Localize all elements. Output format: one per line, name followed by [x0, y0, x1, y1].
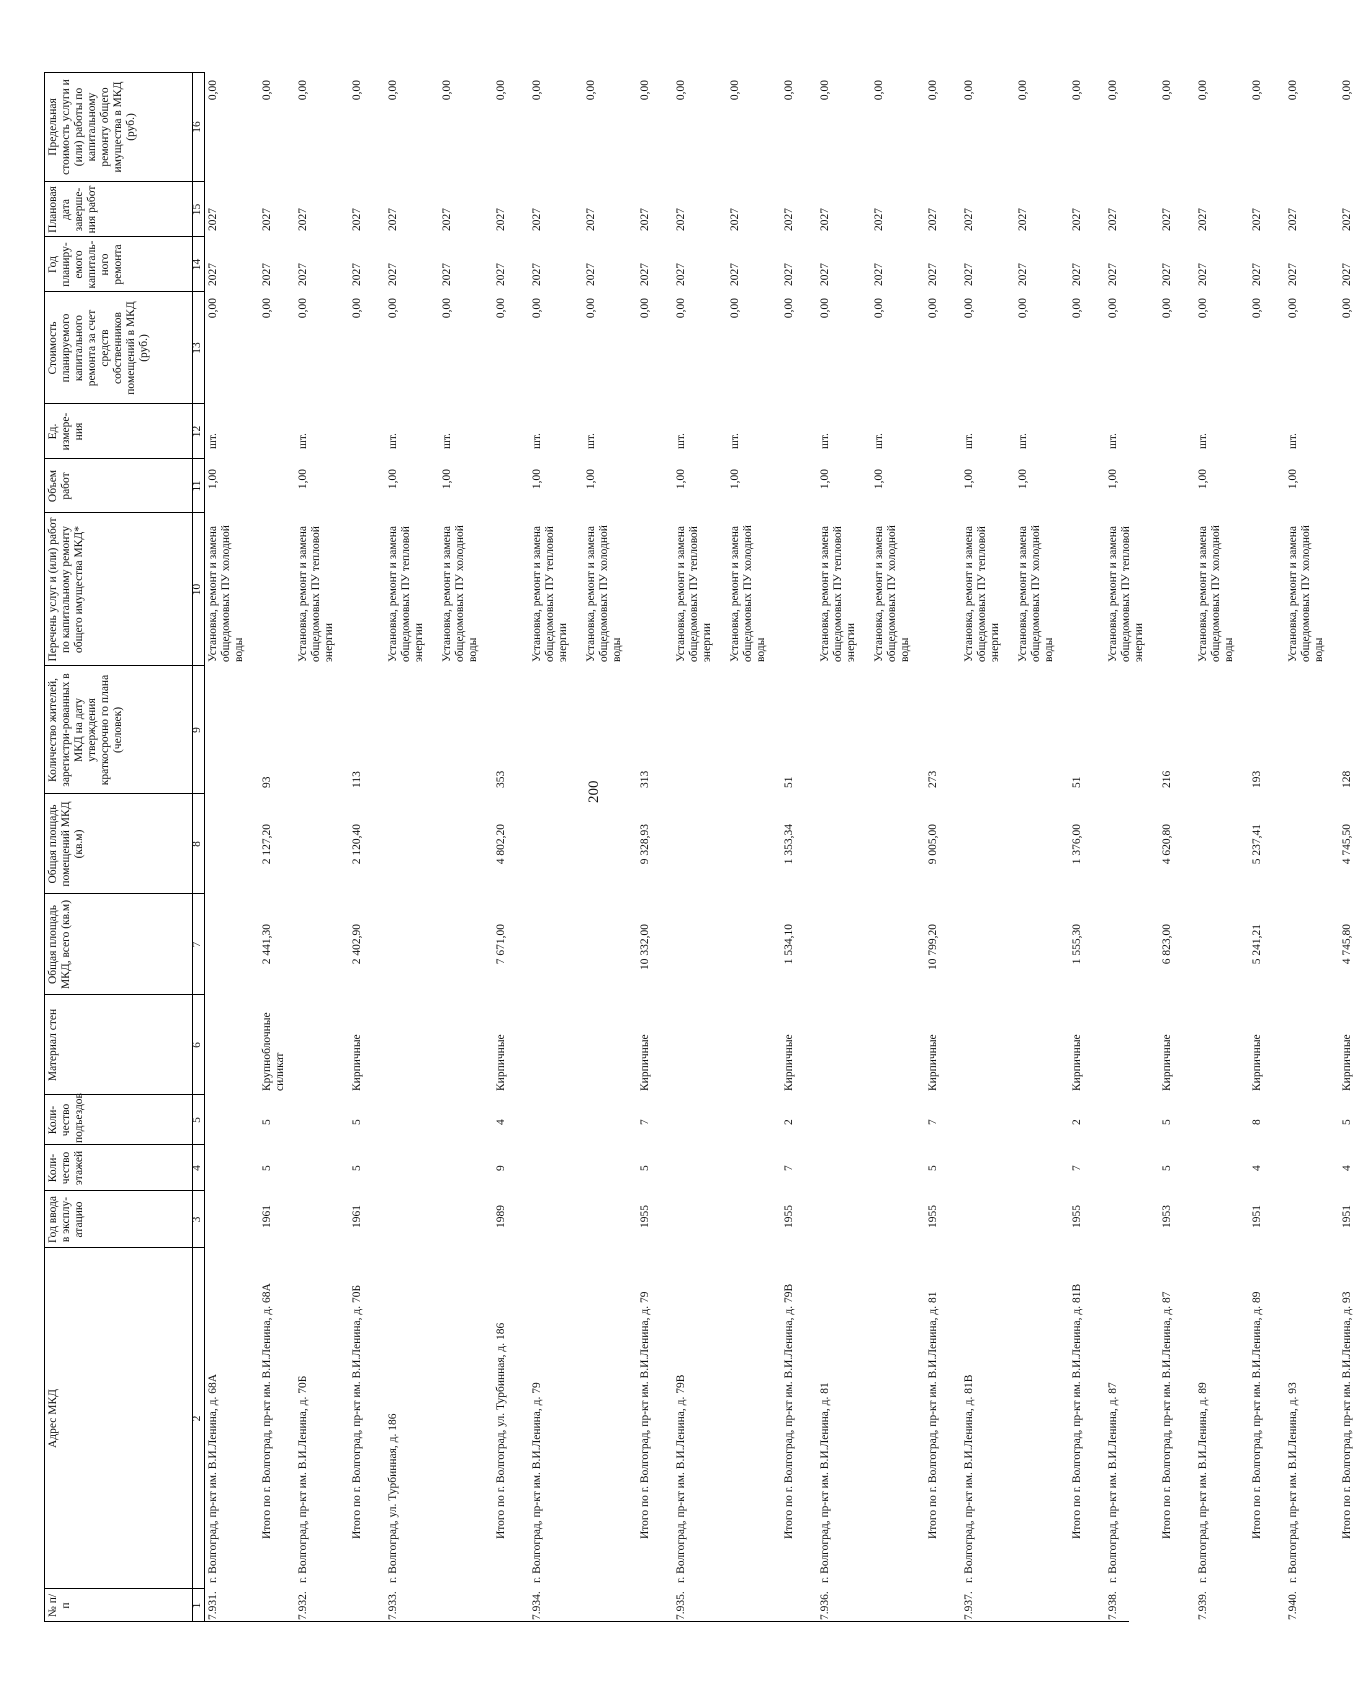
column-number: 15	[191, 203, 203, 216]
repair-year: 2027	[1197, 263, 1209, 286]
year-built: 1955	[639, 1205, 651, 1228]
owner-cost: 0,00	[675, 298, 687, 319]
premises-area: 4 745,50	[1341, 824, 1353, 865]
limit-cost: 0,00	[783, 80, 795, 101]
repair-year: 2027	[927, 263, 939, 286]
total-address: Итого по г. Волгоград, пр-кт им. В.И.Ленина, д. 81	[927, 1291, 939, 1539]
column-header: № п/п	[47, 1593, 72, 1618]
residents: 193	[1251, 770, 1263, 788]
address: г. Волгоград, ул. Турбинная, д. 186	[387, 1413, 399, 1583]
premises-area: 9 328,93	[639, 824, 651, 865]
work-volume: 1,00	[819, 469, 831, 490]
total-address: Итого по г. Волгоград, пр-кт им. В.И.Ленина, д. 87	[1161, 1291, 1173, 1539]
completion-date: 2027	[1251, 208, 1263, 231]
column-number: 11	[191, 480, 203, 492]
owner-cost: 0,00	[297, 298, 309, 319]
owner-cost: 0,00	[783, 298, 795, 319]
completion-date: 2027	[783, 208, 795, 231]
limit-cost: 0,00	[1287, 80, 1299, 101]
entrances: 7	[639, 1119, 651, 1125]
column-header: Общая площадь помещений МКД (кв.м)	[47, 801, 85, 887]
owner-cost: 0,00	[1197, 298, 1209, 319]
row-number: 7.934.	[531, 1591, 543, 1620]
floors: 5	[1161, 1165, 1173, 1171]
completion-date: 2027	[639, 208, 651, 231]
column-number: 12	[191, 425, 203, 438]
repair-year: 2027	[639, 263, 651, 286]
unit: шт.	[207, 433, 219, 449]
work-description: Установка, ремонт и замена общедомовых ПУ тепловой энергии	[963, 526, 1001, 662]
completion-date: 2027	[585, 208, 597, 231]
unit: шт.	[819, 433, 831, 449]
owner-cost: 0,00	[1071, 298, 1083, 319]
entrances: 7	[927, 1119, 939, 1125]
owner-cost: 0,00	[1341, 298, 1353, 319]
limit-cost: 0,00	[261, 80, 273, 101]
work-volume: 1,00	[1287, 469, 1299, 490]
total-area: 5 241,21	[1251, 924, 1263, 965]
limit-cost: 0,00	[351, 80, 363, 101]
column-number: 8	[191, 841, 203, 847]
completion-date: 2027	[1197, 208, 1209, 231]
floors: 5	[927, 1165, 939, 1171]
completion-date: 2027	[1107, 208, 1119, 231]
column-number: 13	[191, 342, 203, 354]
limit-cost: 0,00	[675, 80, 687, 101]
column-number: 10	[191, 583, 203, 596]
total-address: Итого по г. Волгоград, пр-кт им. В.И.Ленина, д. 81В	[1071, 1283, 1083, 1539]
work-description: Установка, ремонт и замена общедомовых ПУ холодной воды	[729, 525, 767, 662]
wall-material: Кирпичные	[1161, 1034, 1173, 1091]
owner-cost: 0,00	[387, 298, 399, 319]
limit-cost: 0,00	[1251, 80, 1263, 101]
owner-cost: 0,00	[207, 298, 219, 319]
completion-date: 2027	[675, 208, 687, 231]
row-number: 7.939.	[1197, 1591, 1209, 1620]
work-volume: 1,00	[207, 469, 219, 490]
column-header: Плановая дата заверше-ния работ	[47, 185, 98, 234]
repair-year: 2027	[351, 263, 363, 286]
work-description: Установка, ремонт и замена общедомовых ПУ тепловой энергии	[387, 526, 425, 662]
column-number: 6	[191, 1042, 203, 1048]
year-built: 1951	[1251, 1205, 1263, 1228]
residents: 313	[639, 770, 651, 788]
repair-year: 2027	[441, 263, 453, 286]
limit-cost: 0,00	[1107, 80, 1119, 101]
row-number: 7.931.	[207, 1591, 219, 1620]
repair-year: 2027	[261, 263, 273, 286]
repair-year: 2027	[1341, 263, 1353, 286]
unit: шт.	[729, 433, 741, 449]
limit-cost: 0,00	[441, 80, 453, 101]
column-header: Объем работ	[47, 469, 72, 503]
work-description: Установка, ремонт и замена общедомовых ПУ холодной воды	[873, 525, 911, 662]
owner-cost: 0,00	[963, 298, 975, 319]
entrances: 8	[1251, 1119, 1263, 1125]
completion-date: 2027	[351, 208, 363, 231]
column-number-divider	[204, 72, 205, 1622]
page-number: 200	[586, 780, 602, 803]
repair-year: 2027	[783, 263, 795, 286]
unit: шт.	[297, 433, 309, 449]
premises-area: 9 005,00	[927, 824, 939, 865]
premises-area: 5 237,41	[1251, 824, 1263, 865]
residents: 93	[261, 776, 273, 788]
owner-cost: 0,00	[441, 298, 453, 319]
work-description: Установка, ремонт и замена общедомовых ПУ холодной воды	[585, 525, 623, 662]
limit-cost: 0,00	[1197, 80, 1209, 101]
unit: шт.	[675, 433, 687, 449]
column-number: 7	[191, 941, 203, 948]
work-description: Установка, ремонт и замена общедомовых ПУ тепловой энергии	[819, 526, 857, 662]
completion-date: 2027	[927, 208, 939, 231]
total-address: Итого по г. Волгоград, пр-кт им. В.И.Ленина, д. 93	[1341, 1291, 1353, 1539]
repair-year: 2027	[819, 263, 831, 286]
owner-cost: 0,00	[495, 298, 507, 319]
floors: 7	[783, 1165, 795, 1171]
limit-cost: 0,00	[531, 80, 543, 101]
repair-year: 2027	[1161, 263, 1173, 286]
repair-year: 2027	[963, 263, 975, 286]
column-number: 5	[191, 1117, 203, 1123]
residents: 216	[1161, 770, 1173, 788]
completion-date: 2027	[873, 208, 885, 231]
completion-date: 2027	[963, 208, 975, 231]
owner-cost: 0,00	[1161, 298, 1173, 319]
floors: 5	[351, 1165, 363, 1171]
floors: 9	[495, 1165, 507, 1171]
wall-material: Крупноблочные силикат	[261, 1012, 286, 1091]
repair-year: 2027	[207, 263, 219, 286]
repair-year: 2027	[585, 263, 597, 286]
total-address: Итого по г. Волгоград, пр-кт им. В.И.Ленина, д. 68А	[261, 1283, 273, 1539]
column-number: 9	[191, 727, 203, 733]
work-description: Установка, ремонт и замена общедомовых ПУ холодной воды	[207, 525, 245, 662]
unit: шт.	[531, 433, 543, 449]
limit-cost: 0,00	[1071, 80, 1083, 101]
year-built: 1953	[1161, 1205, 1173, 1228]
completion-date: 2027	[297, 208, 309, 231]
premises-area: 1 376,00	[1071, 824, 1083, 865]
column-header: Перечень услуг и (или) работ по капитальному ремонту общего имущества МКД*	[47, 517, 85, 662]
address: г. Волгоград, пр-кт им. В.И.Ленина, д. 87	[1107, 1382, 1119, 1583]
owner-cost: 0,00	[531, 298, 543, 319]
limit-cost: 0,00	[819, 80, 831, 101]
column-number: 3	[191, 1216, 203, 1223]
completion-date: 2027	[1287, 208, 1299, 231]
work-volume: 1,00	[963, 469, 975, 490]
total-area: 10 332,00	[639, 924, 651, 970]
address: г. Волгоград, пр-кт им. В.И.Ленина, д. 81	[819, 1382, 831, 1583]
work-volume: 1,00	[585, 469, 597, 490]
limit-cost: 0,00	[639, 80, 651, 101]
rotated-table	[44, 72, 1353, 1622]
work-description: Установка, ремонт и замена общедомовых ПУ тепловой энергии	[297, 526, 335, 662]
row-number: 7.933.	[387, 1591, 399, 1620]
row-number: 7.936.	[819, 1591, 831, 1620]
limit-cost: 0,00	[207, 80, 219, 101]
total-address: Итого по г. Волгоград, пр-кт им. В.И.Ленина, д. 79	[639, 1291, 651, 1539]
repair-year: 2027	[387, 263, 399, 286]
owner-cost: 0,00	[819, 298, 831, 319]
column-header: Год планиру-емого капиталь-ного ремонта	[47, 240, 124, 289]
repair-year: 2027	[1071, 263, 1083, 286]
premises-area: 4 620,80	[1161, 824, 1173, 865]
row-number: 7.937.	[963, 1591, 975, 1620]
limit-cost: 0,00	[729, 80, 741, 101]
total-area: 4 745,80	[1341, 924, 1353, 965]
row-number: 7.935.	[675, 1591, 687, 1620]
repair-year: 2027	[1251, 263, 1263, 286]
residents: 353	[495, 770, 507, 788]
entrances: 5	[1341, 1119, 1353, 1125]
repair-year: 2027	[1287, 263, 1299, 286]
address: г. Волгоград, пр-кт им. В.И.Ленина, д. 93	[1287, 1382, 1299, 1583]
total-area: 2 402,90	[351, 924, 363, 965]
limit-cost: 0,00	[495, 80, 507, 101]
owner-cost: 0,00	[351, 298, 363, 319]
owner-cost: 0,00	[585, 298, 597, 319]
unit: шт.	[1287, 433, 1299, 449]
owner-cost: 0,00	[639, 298, 651, 319]
work-volume: 1,00	[387, 469, 399, 490]
repair-year: 2027	[531, 263, 543, 286]
owner-cost: 0,00	[1017, 298, 1029, 319]
address: г. Волгоград, пр-кт им. В.И.Ленина, д. 79	[531, 1382, 543, 1583]
column-header: Общая площадь МКД, всего (кв.м)	[47, 899, 72, 990]
column-number: 1	[191, 1602, 203, 1609]
work-description: Установка, ремонт и замена общедомовых ПУ тепловой энергии	[531, 526, 569, 662]
wall-material: Кирпичные	[927, 1034, 939, 1091]
repair-year: 2027	[729, 263, 741, 286]
residents: 273	[927, 770, 939, 788]
address: г. Волгоград, пр-кт им. В.И.Ленина, д. 81В	[963, 1374, 975, 1583]
column-header: Коли-чество этажей	[47, 1150, 85, 1186]
unit: шт.	[963, 433, 975, 449]
work-description: Установка, ремонт и замена общедомовых ПУ тепловой энергии	[675, 526, 713, 662]
completion-date: 2027	[819, 208, 831, 231]
work-volume: 1,00	[1017, 469, 1029, 490]
entrances: 5	[1161, 1119, 1173, 1125]
work-volume: 1,00	[1197, 469, 1209, 490]
column-header: Ед. измере-ния	[47, 412, 85, 451]
unit: шт.	[441, 433, 453, 449]
entrances: 5	[351, 1119, 363, 1125]
unit: шт.	[1107, 433, 1119, 449]
residents: 51	[1071, 776, 1083, 788]
entrances: 4	[495, 1119, 507, 1125]
row-number: 7.932.	[297, 1591, 309, 1620]
unit: шт.	[387, 433, 399, 449]
repair-year: 2027	[297, 263, 309, 286]
owner-cost: 0,00	[1107, 298, 1119, 319]
year-built: 1951	[1341, 1205, 1353, 1228]
wall-material: Кирпичные	[495, 1034, 507, 1091]
column-header: Коли-чество подъездов	[47, 1093, 85, 1143]
owner-cost: 0,00	[927, 298, 939, 319]
repair-year: 2027	[495, 263, 507, 286]
residents: 113	[351, 771, 363, 788]
work-volume: 1,00	[1107, 469, 1119, 490]
column-header: Количество жителей, зарегистри-рованных в МКД на дату утверждения краткосрочно го плана (человек)	[47, 673, 124, 787]
completion-date: 2027	[207, 208, 219, 231]
column-number: 2	[191, 1415, 203, 1422]
column-header: Год ввода в эксплу-атацию	[47, 1196, 85, 1243]
wall-material: Кирпичные	[1071, 1034, 1083, 1091]
address: г. Волгоград, пр-кт им. В.И.Ленина, д. 89	[1197, 1382, 1209, 1583]
residents: 128	[1341, 770, 1353, 788]
wall-material: Кирпичные	[1251, 1034, 1263, 1091]
floors: 4	[1251, 1165, 1263, 1171]
address: г. Волгоград, пр-кт им. В.И.Ленина, д. 68А	[207, 1373, 219, 1583]
work-volume: 1,00	[675, 469, 687, 490]
completion-date: 2027	[387, 208, 399, 231]
total-address: Итого по г. Волгоград, пр-кт им. В.И.Ленина, д. 70Б	[351, 1284, 363, 1539]
work-volume: 1,00	[297, 469, 309, 490]
residents: 51	[783, 776, 795, 788]
table-border-top	[44, 72, 45, 1622]
limit-cost: 0,00	[927, 80, 939, 101]
year-built: 1955	[1071, 1205, 1083, 1228]
wall-material: Кирпичные	[783, 1034, 795, 1091]
limit-cost: 0,00	[1341, 80, 1353, 101]
completion-date: 2027	[1161, 208, 1173, 231]
owner-cost: 0,00	[261, 298, 273, 319]
limit-cost: 0,00	[963, 80, 975, 101]
total-area: 10 799,20	[927, 924, 939, 970]
premises-area: 1 353,34	[783, 824, 795, 865]
column-header: Адрес МКД	[47, 1388, 59, 1449]
premises-area: 4 802,20	[495, 824, 507, 865]
total-area: 1 534,10	[783, 924, 795, 965]
total-address: Итого по г. Волгоград, пр-кт им. В.И.Ленина, д. 79В	[783, 1283, 795, 1539]
wall-material: Кирпичные	[639, 1034, 651, 1091]
completion-date: 2027	[531, 208, 543, 231]
work-volume: 1,00	[531, 469, 543, 490]
unit: шт.	[585, 433, 597, 449]
column-header: Стоимость планируемого капитального ремонта за счет средств собственников помещений в МКД (руб.)	[47, 301, 150, 395]
floors: 5	[261, 1165, 273, 1171]
entrances: 5	[261, 1119, 273, 1125]
address: г. Волгоград, пр-кт им. В.И.Ленина, д. 70Б	[297, 1375, 309, 1583]
repair-year: 2027	[1107, 263, 1119, 286]
column-number: 4	[191, 1165, 203, 1171]
completion-date: 2027	[729, 208, 741, 231]
row-number: 7.940.	[1287, 1591, 1299, 1620]
year-built: 1961	[351, 1205, 363, 1228]
table-border-left	[44, 1621, 1129, 1622]
column-header: Материал стен	[47, 1008, 59, 1082]
wall-material: Кирпичные	[1341, 1034, 1353, 1091]
total-area: 1 555,30	[1071, 924, 1083, 965]
column-number: 14	[191, 258, 203, 271]
wall-material: Кирпичные	[351, 1034, 363, 1091]
entrances: 2	[783, 1119, 795, 1125]
owner-cost: 0,00	[873, 298, 885, 319]
total-address: Итого по г. Волгоград, пр-кт им. В.И.Ленина, д. 89	[1251, 1291, 1263, 1539]
limit-cost: 0,00	[387, 80, 399, 101]
work-volume: 1,00	[873, 469, 885, 490]
limit-cost: 0,00	[585, 80, 597, 101]
completion-date: 2027	[495, 208, 507, 231]
completion-date: 2027	[441, 208, 453, 231]
completion-date: 2027	[1017, 208, 1029, 231]
total-area: 6 823,00	[1161, 924, 1173, 965]
year-built: 1989	[495, 1205, 507, 1228]
entrances: 2	[1071, 1119, 1083, 1125]
repair-year: 2027	[873, 263, 885, 286]
work-description: Установка, ремонт и замена общедомовых ПУ тепловой энергии	[1107, 526, 1145, 662]
unit: шт.	[1197, 433, 1209, 449]
completion-date: 2027	[1071, 208, 1083, 231]
row-number: 7.938.	[1107, 1591, 1119, 1620]
limit-cost: 0,00	[873, 80, 885, 101]
total-area: 7 671,00	[495, 924, 507, 965]
owner-cost: 0,00	[1251, 298, 1263, 319]
unit: шт.	[873, 433, 885, 449]
owner-cost: 0,00	[729, 298, 741, 319]
premises-area: 2 127,20	[261, 824, 273, 865]
premises-area: 2 120,40	[351, 824, 363, 865]
year-built: 1961	[261, 1205, 273, 1228]
completion-date: 2027	[1341, 208, 1353, 231]
work-description: Установка, ремонт и замена общедомовых ПУ холодной воды	[441, 525, 479, 662]
work-volume: 1,00	[441, 469, 453, 490]
unit: шт.	[1017, 433, 1029, 449]
work-volume: 1,00	[729, 469, 741, 490]
repair-year: 2027	[675, 263, 687, 286]
year-built: 1955	[927, 1205, 939, 1228]
completion-date: 2027	[261, 208, 273, 231]
floors: 4	[1341, 1165, 1353, 1171]
work-description: Установка, ремонт и замена общедомовых ПУ холодной воды	[1017, 525, 1055, 662]
column-header: Предельная стоимость услуги и (или) работы по капитальному ремонту общего имущества в МКД (руб.)	[47, 79, 137, 175]
work-description: Установка, ремонт и замена общедомовых ПУ холодной воды	[1197, 525, 1235, 662]
limit-cost: 0,00	[297, 80, 309, 101]
limit-cost: 0,00	[1017, 80, 1029, 101]
total-address: Итого по г. Волгоград, ул. Турбинная, д. 186	[495, 1322, 507, 1539]
year-built: 1955	[783, 1205, 795, 1228]
floors: 5	[639, 1165, 651, 1171]
total-area: 2 441,30	[261, 924, 273, 965]
repair-year: 2027	[1017, 263, 1029, 286]
work-description: Установка, ремонт и замена общедомовых ПУ холодной воды	[1287, 525, 1325, 662]
limit-cost: 0,00	[1161, 80, 1173, 101]
floors: 7	[1071, 1165, 1083, 1171]
address: г. Волгоград, пр-кт им. В.И.Ленина, д. 79В	[675, 1374, 687, 1583]
column-number: 16	[191, 121, 203, 133]
owner-cost: 0,00	[1287, 298, 1299, 319]
